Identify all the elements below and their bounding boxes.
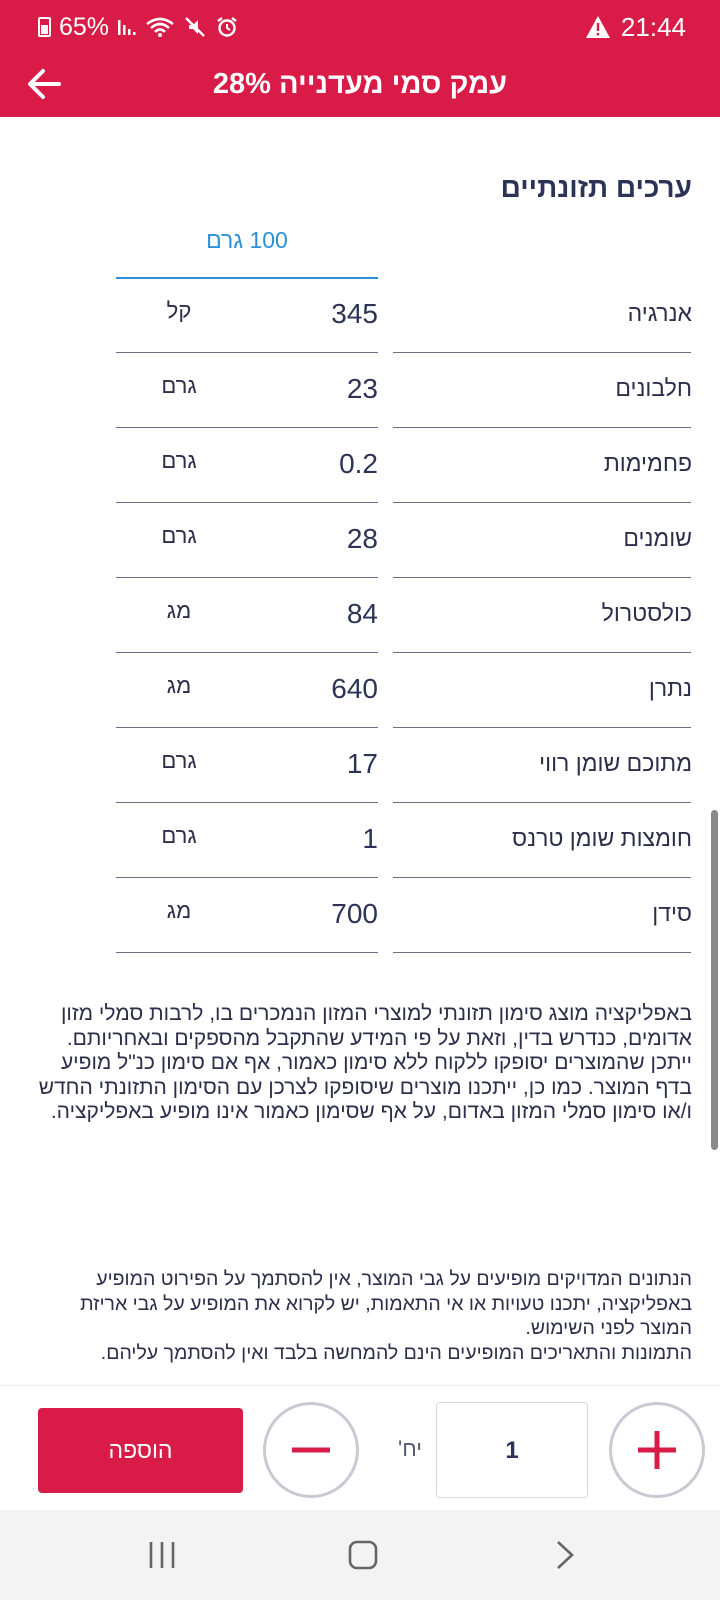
nutrient-name: כולסטרול <box>601 600 692 626</box>
nutrient-unit: גרם <box>161 448 197 473</box>
signal-icon <box>117 17 137 37</box>
nutrient-value: 23 <box>346 373 378 404</box>
plus-icon <box>634 1427 680 1473</box>
increase-quantity-button[interactable] <box>609 1402 705 1498</box>
nutrient-value: 28 <box>346 523 378 554</box>
back-chevron-icon <box>549 1540 579 1570</box>
nutrient-unit: גרם <box>161 523 197 548</box>
status-bar <box>0 0 720 52</box>
nutrient-unit: קל <box>166 298 192 323</box>
nutrient-unit: גרם <box>161 823 197 848</box>
nutrient-name: מתוכם שומן רווי <box>539 750 692 776</box>
nutrient-name: פחמימות <box>603 450 692 476</box>
nutrition-section-title: ערכים תזונתיים <box>500 172 692 203</box>
nutrient-name: נתרן <box>648 675 692 701</box>
system-nav-bar <box>0 1510 720 1600</box>
nutrition-row <box>0 803 720 878</box>
nutrition-marking-disclaimer: באפליקציה מוצג סימון תזונתי למוצרי המזון הנמכרים בו, לרבות סמלי מזון אדומים, כנדרש בדין, וזאת על פי המידע שהתקבל מהספקים ובאחריותם. ייתכן שהמוצרים יסופקו ללקוח ללא סימון כאמור, אף אם סימון כנ"ל מופיע בדף המוצר. כמו כן, ייתכנו מוצרים שיסופקו לצרכן עם הסימון התזונתי החדש ו/או סימון סמלי המזון באדום, על אף שסימון כאמור אינו מופיע באפליקציה. <box>38 1002 692 1123</box>
recent-apps-button[interactable] <box>132 1532 192 1578</box>
unit-label: יח' <box>398 1436 422 1461</box>
app-bar <box>0 52 720 117</box>
wifi-icon <box>145 16 175 38</box>
nutrient-value: 640 <box>331 673 378 704</box>
arrow-left-icon <box>26 66 62 102</box>
status-left-group <box>38 12 239 42</box>
battery-percent: 65% <box>59 12 110 41</box>
alarm-icon <box>215 15 239 39</box>
nutrient-unit: מג <box>166 598 192 623</box>
nutrition-row <box>0 728 720 803</box>
nutrition-row <box>0 878 720 953</box>
nutrient-value: 1 <box>362 823 378 854</box>
battery-icon <box>38 17 51 37</box>
nutrition-row <box>0 653 720 728</box>
row-divider <box>393 952 691 953</box>
status-right-group <box>585 12 686 42</box>
home-icon <box>347 1539 379 1571</box>
home-button[interactable] <box>333 1532 393 1578</box>
clock-time: 21:44 <box>620 11 686 42</box>
row-divider <box>116 952 378 953</box>
nutrient-name: חומצות שומן טרנס <box>512 825 692 851</box>
data-accuracy-notice: הנתונים המדויקים מופיעים על גבי המוצר, אין להסתמך על הפירוט המופיע באפליקציה, יתכנו טעויות או אי התאמות, יש לקרוא את המופיע על גבי אריזת המוצר לפני השימוש. <box>80 1268 692 1339</box>
nutrition-row <box>0 503 720 578</box>
nutrient-unit: מג <box>166 898 192 923</box>
product-details-content[interactable] <box>0 117 720 1385</box>
system-back-button[interactable] <box>534 1532 594 1578</box>
recent-apps-icon <box>147 1540 177 1570</box>
nutrient-value: 345 <box>331 298 378 329</box>
nutrient-name: שומנים <box>623 525 692 551</box>
data-disclaimer <box>60 1267 692 1365</box>
quantity-field[interactable]: 1 <box>436 1402 588 1498</box>
images-notice: התמונות והתאריכים המופיעים הינם להמחשה בלבד ואין להסתמך עליהם. <box>100 1341 692 1364</box>
nutrition-row <box>0 353 720 428</box>
minus-icon <box>288 1427 334 1473</box>
nutrition-row <box>0 578 720 653</box>
add-to-cart-bar <box>0 1385 720 1510</box>
mute-icon <box>183 15 207 39</box>
nutrient-name: חלבונים <box>615 375 692 401</box>
scrollbar[interactable] <box>711 810 718 1150</box>
warning-icon <box>585 15 611 39</box>
nutrient-name: סידן <box>652 900 692 926</box>
nutrient-unit: גרם <box>161 748 197 773</box>
nutrient-value: 0.2 <box>339 448 378 479</box>
nutrient-unit: מג <box>166 673 192 698</box>
nutrient-name: אנרגיה <box>627 300 692 326</box>
add-to-cart-button[interactable]: הוספה <box>38 1408 243 1493</box>
nutrient-value: 84 <box>346 598 378 629</box>
nutrition-row <box>0 278 720 353</box>
back-button[interactable] <box>22 62 66 106</box>
serving-size-header: 100 גרם <box>206 227 288 253</box>
decrease-quantity-button[interactable] <box>263 1402 359 1498</box>
page-title: עמק סמי מעדנייה 28% <box>212 68 508 100</box>
nutrient-unit: גרם <box>161 373 197 398</box>
nutrient-value: 700 <box>331 898 378 929</box>
nutrient-value: 17 <box>346 748 378 779</box>
nutrition-row <box>0 428 720 503</box>
